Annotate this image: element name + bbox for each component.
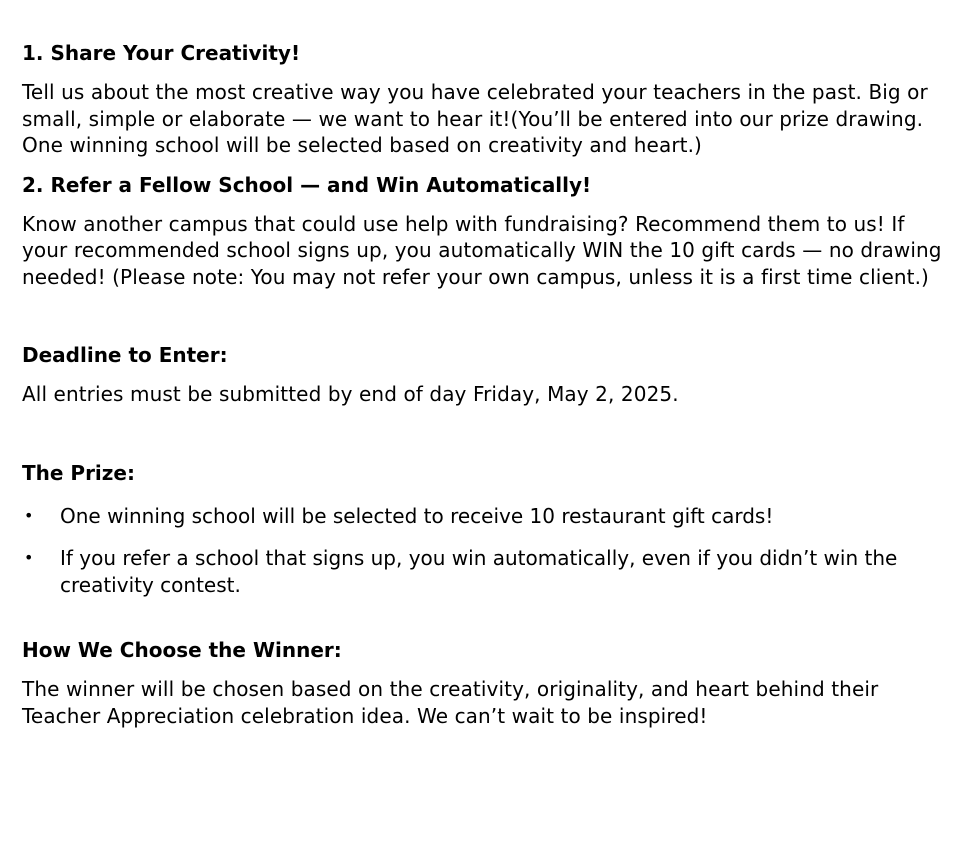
choose-winner-heading: How We Choose the Winner: — [22, 638, 342, 662]
refer-school-paragraph: Know another campus that could use help with fundraising? Recommend them to us! If your recommended school signs up, you automatically WIN the 10 gift cards — no drawing needed! (Please note: You may not refer your own campus, unless it is a first time client.) — [22, 211, 942, 289]
choose-winner-paragraph: The winner will be chosen based on the creativity, originality, and heart behind their Teacher Appreciation celebration idea. We can’t wait to be inspired! — [22, 677, 879, 728]
deadline-heading: Deadline to Enter: — [22, 343, 228, 367]
deadline-paragraph: All entries must be submitted by end of day Friday, May 2, 2025. — [22, 382, 679, 406]
share-creativity-paragraph: Tell us about the most creative way you have celebrated your teachers in the past. Big or small, simple or elaborate — we want to hear it!(You’ll be entered into our prize drawing. One winning school will be selected based on creativity and heart.) — [22, 80, 928, 157]
prize-heading: The Prize: — [22, 460, 135, 485]
document-body — [22, 40, 952, 729]
prize-item-text: If you refer a school that signs up, you win automatically, even if you didn’t win the creativity contest. — [60, 546, 898, 597]
list-item — [22, 503, 952, 530]
list-item — [22, 545, 952, 598]
refer-school-heading: 2. Refer a Fellow School — and Win Automatically! — [22, 172, 592, 197]
prize-list — [22, 503, 952, 599]
bullet-icon: • — [24, 548, 34, 567]
bullet-icon: • — [24, 505, 34, 525]
prize-item-text: One winning school will be selected to receive 10 restaurant gift cards! — [60, 503, 774, 528]
share-creativity-heading: 1. Share Your Creativity! — [22, 41, 301, 65]
